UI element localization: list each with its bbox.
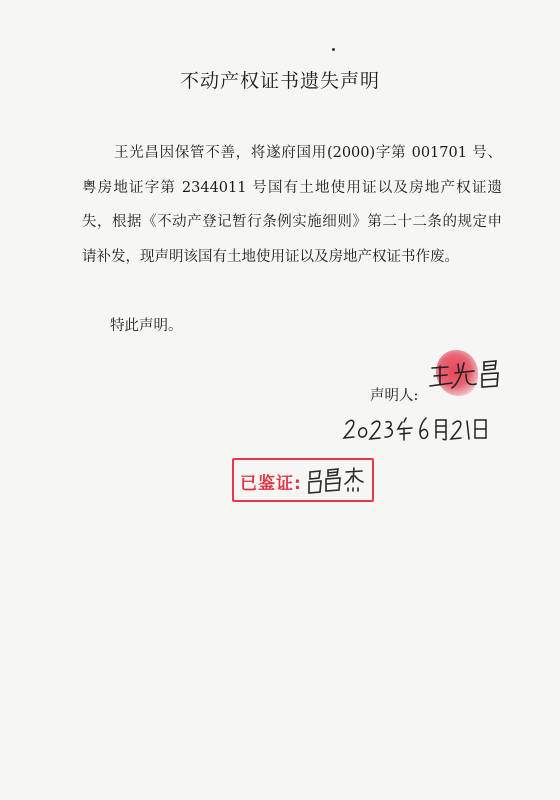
declarant-label: 声明人:	[370, 388, 419, 404]
handwritten-date	[340, 412, 490, 446]
declarant-signature	[428, 356, 508, 392]
declaration-paragraph: 王光昌因保管不善，将遂府国用(2000)字第 001701 号、粤房地证字第 2344011 号国有土地使用证以及房地产权证遗失，根据《不动产登记暂行条例实施细则》第二十二条的规定申请补发，现声明该国有土地使用证以及房地产权证书作废。	[82, 145, 502, 265]
stamp-signature	[306, 464, 366, 496]
document-title: 不动产权证书遗失声明	[179, 70, 380, 92]
closing-line: 特此声明。	[110, 318, 183, 334]
speck	[332, 48, 335, 51]
verification-stamp	[232, 458, 374, 502]
stamp-label: 已鉴证:	[240, 474, 302, 494]
declaration-body	[82, 136, 502, 274]
